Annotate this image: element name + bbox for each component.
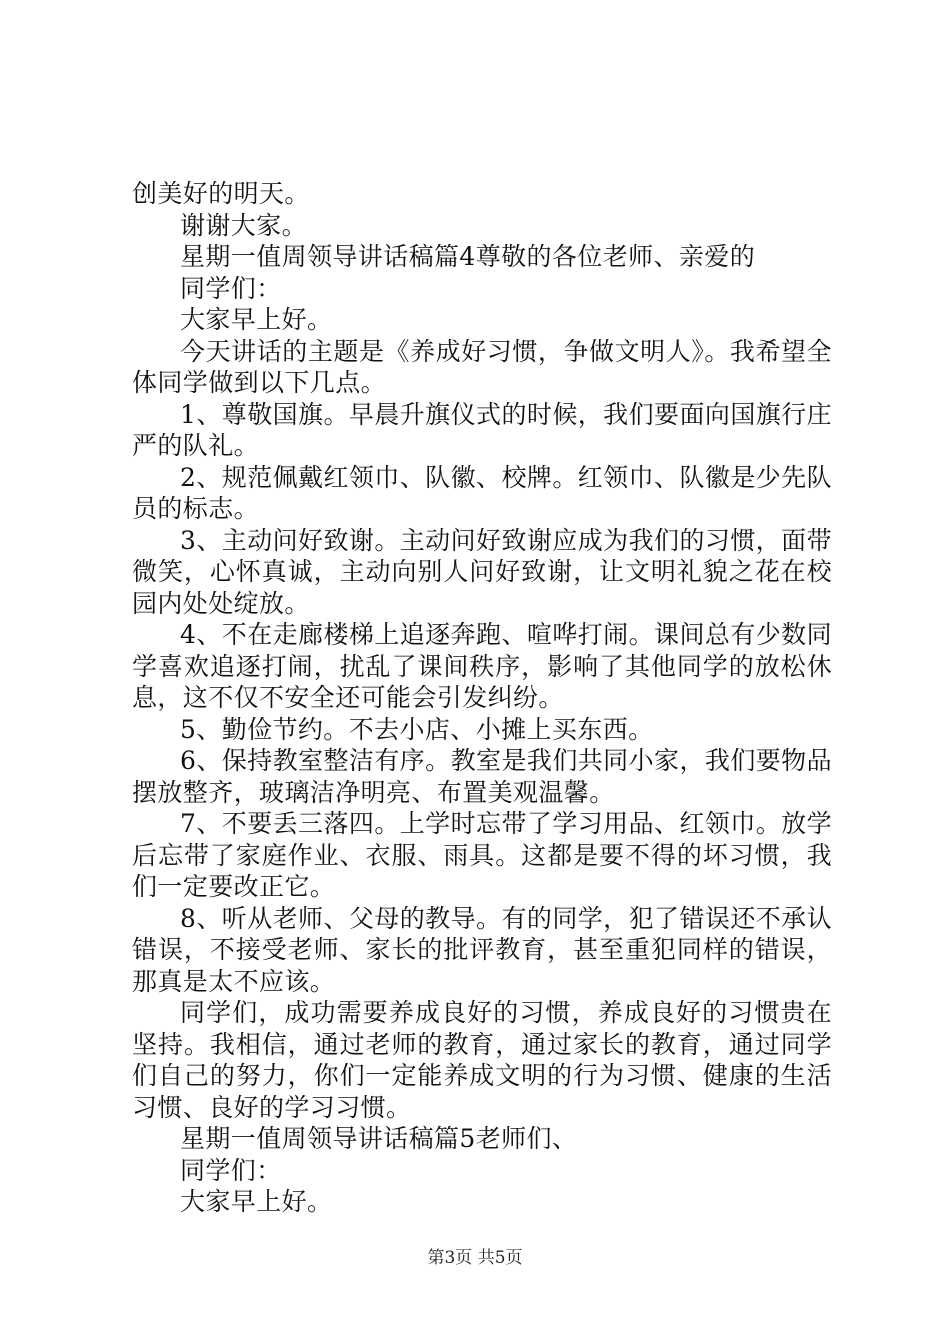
page-number-footer: 第3页 共5页 bbox=[427, 1248, 523, 1268]
paragraph: 2、规范佩戴红领巾、队徽、校牌。红领巾、队徽是少先队员的标志。 bbox=[132, 462, 832, 523]
paragraph: 星期一值周领导讲话稿篇5老师们、 bbox=[180, 1124, 578, 1153]
document-body bbox=[132, 178, 832, 1218]
paragraph: 大家早上好。 bbox=[180, 1187, 333, 1216]
paragraph: 3、主动问好致谢。主动问好致谢应成为我们的习惯，面带微笑，心怀真诚，主动向别人问好致谢，让文明礼貌之花在校园内处处绽放。 bbox=[132, 525, 832, 618]
paragraph: 5、勤俭节约。不去小店、小摊上买东西。 bbox=[180, 714, 654, 744]
paragraph: 8、听从老师、父母的教导。有的同学，犯了错误还不承认错误，不接受老师、家长的批评教育，甚至重犯同样的错误，那真是太不应该。 bbox=[132, 903, 832, 996]
paragraph: 创美好的明天。 bbox=[132, 179, 310, 208]
paragraph: 1、尊敬国旗。早晨升旗仪式的时候，我们要面向国旗行庄严的队礼。 bbox=[132, 399, 832, 460]
paragraph: 大家早上好。 bbox=[180, 305, 333, 334]
paragraph: 谢谢大家。 bbox=[180, 210, 308, 240]
paragraph: 7、不要丢三落四。上学时忘带了学习用品、红领巾。放学后忘带了家庭作业、衣服、雨具。这都是要不得的坏习惯，我们一定要改正它。 bbox=[132, 809, 832, 901]
paragraph: 同学们，成功需要养成良好的习惯，养成良好的习惯贵在坚持。我相信，通过老师的教育，通过家长的教育，通过同学们自己的努力，你们一定能养成文明的行为习惯、健康的生活习惯、良好的学习习惯。 bbox=[132, 998, 832, 1122]
paragraph: 今天讲话的主题是《养成好习惯，争做文明人》。我希望全体同学做到以下几点。 bbox=[132, 336, 832, 397]
paragraph: 同学们： bbox=[180, 1155, 282, 1185]
paragraph: 4、不在走廊楼梯上追逐奔跑、喧哗打闹。课间总有少数同学喜欢追逐打闹，扰乱了课间秩序，影响了其他同学的放松休息，这不仅不安全还可能会引发纠纷。 bbox=[132, 620, 832, 712]
paragraph: 6、保持教室整洁有序。教室是我们共同小家，我们要物品摆放整齐，玻璃洁净明亮、布置美观温馨。 bbox=[132, 746, 832, 807]
paragraph: 星期一值周领导讲话稿篇4尊敬的各位老师、亲爱的 bbox=[180, 242, 756, 271]
paragraph: 同学们： bbox=[180, 273, 282, 303]
